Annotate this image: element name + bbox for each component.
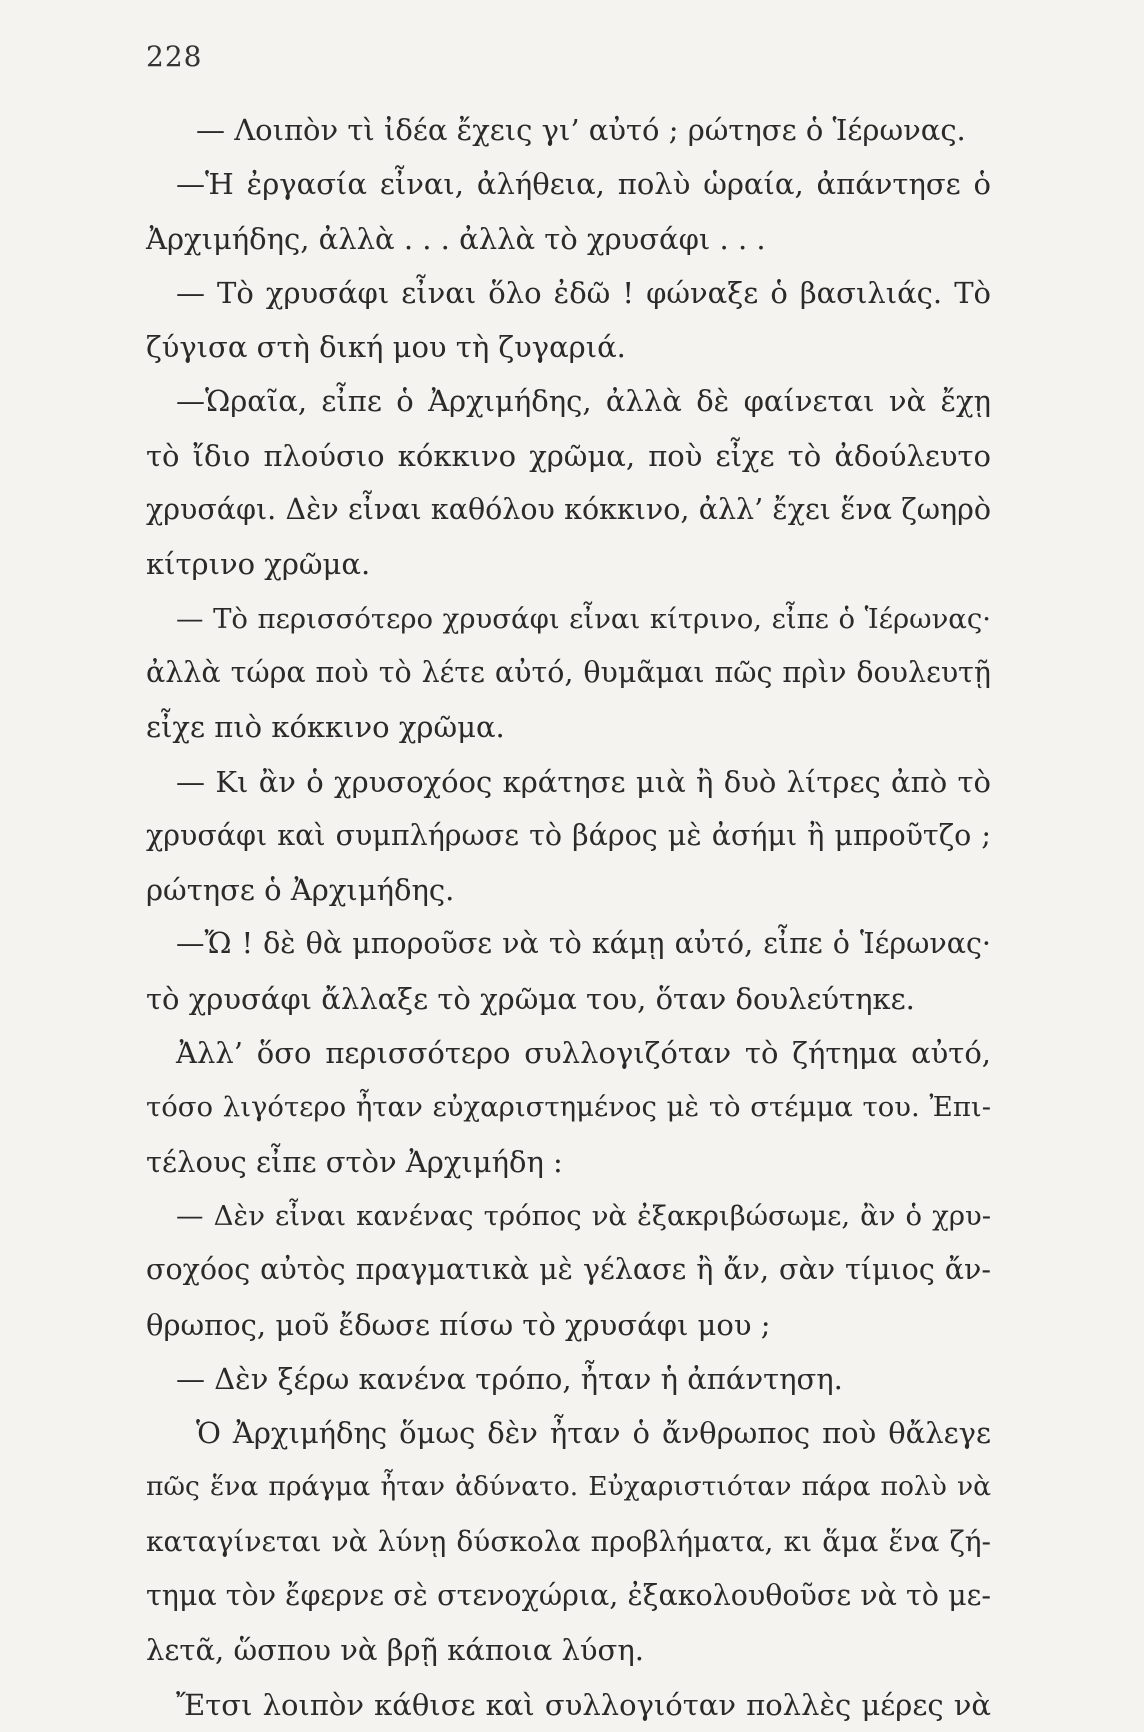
text-line: — Κι ἂν ὁ χρυσοχόος κράτησε μιὰ ἢ δυὸ λίτρες ἀπὸ τὸ <box>176 764 991 799</box>
text-line: Ὁ Ἀρχιμήδης ὅμως δὲν ἦταν ὁ ἄνθρωπος ποὺ θἄλεγε <box>196 1416 991 1451</box>
text-line: —Ὡραῖα, εἶπε ὁ Ἀρχιμήδης, ἀλλὰ δὲ φαίνεται νὰ ἔχῃ <box>176 384 991 419</box>
text-line: —Ἡ ἐργασία εἶναι, ἀλήθεια, πολὺ ὡραία, ἀπάντησε ὁ <box>176 167 991 202</box>
text-line: Ἔτσι λοιπὸν κάθισε καὶ συλλογιόταν πολλὲς μέρες νὰ <box>176 1687 991 1722</box>
text-line: Ἀρχιμήδης, ἀλλὰ . . . ἀλλὰ τὸ χρυσάφι . . . <box>146 221 766 256</box>
text-line: τέλους εἶπε στὸν Ἀρχιμήδη : <box>146 1144 563 1179</box>
text-line: χρυσάφι. Δὲν εἶναι καθόλου κόκκινο, ἀλλ’ ἔχει ἕνα ζωηρὸ <box>146 493 991 527</box>
text-line: θρωπος, μοῦ ἔδωσε πίσω τὸ χρυσάφι μου ; <box>146 1307 771 1342</box>
text-line: τὸ χρυσάφι ἄλλαξε τὸ χρῶμα του, ὅταν δουλεύτηκε. <box>146 981 915 1016</box>
text-line: τημα τὸν ἔφερνε σὲ στενοχώρια, ἐξακολουθοῦσε νὰ τὸ με- <box>146 1579 991 1613</box>
text-line: χρυσάφι καὶ συμπλήρωσε τὸ βάρος μὲ ἀσήμι ἢ μπροῦτζο ; <box>146 818 991 852</box>
text-line: ρώτησε ὁ Ἀρχιμήδης. <box>146 873 455 908</box>
text-line: — Δὲν εἶναι κανένας τρόπος νὰ ἐξακριβώσωμε, ἂν ὁ χρυ- <box>176 1199 991 1232</box>
text-line: — Λοιπὸν τὶ ἰδέα ἔχεις γι’ αὐτό ; ρώτησε ὁ Ἱέρωνας. <box>196 113 966 147</box>
page-number: 228 <box>146 40 203 73</box>
text-line: τὸ ἴδιο πλούσιο κόκκινο χρῶμα, ποὺ εἶχε τὸ ἀδούλευτο <box>146 438 991 473</box>
text-line: — Τὸ χρυσάφι εἶναι ὅλο ἐδῶ ! φώναξε ὁ βασιλιάς. Τὸ <box>176 275 991 310</box>
text-line: κίτρινο χρῶμα. <box>146 547 371 582</box>
text-line: καταγίνεται νὰ λύνῃ δύσκολα προβλήματα, κι ἅμα ἕνα ζή- <box>146 1524 991 1558</box>
text-line: —Ὤ ! δὲ θὰ μποροῦσε νὰ τὸ κάμῃ αὐτό, εἶπε ὁ Ἱέρωνας· <box>176 927 991 961</box>
text-line: τόσο λιγότερο ἦταν εὐχαριστημένος μὲ τὸ στέμμα του. Ἐπι- <box>146 1091 991 1124</box>
text-line: — Δὲν ξέρω κανένα τρόπο, ἦταν ἡ ἀπάντηση. <box>176 1361 843 1396</box>
text-line: ἀλλὰ τώρα ποὺ τὸ λέτε αὐτό, θυμᾶμαι πῶς πρὶν δουλευτῇ <box>146 655 991 689</box>
text-line: εἶχε πιὸ κόκκινο χρῶμα. <box>146 710 505 745</box>
text-line: λετᾶ, ὥσπου νὰ βρῇ κάποια λύση. <box>146 1633 644 1668</box>
page-text <box>146 103 991 1732</box>
text-line: πῶς ἕνα πράγμα ἦταν ἀδύνατο. Εὐχαριστιόταν πάρα πολὺ νὰ <box>146 1471 991 1503</box>
text-line: — Τὸ περισσότερο χρυσάφι εἶναι κίτρινο, εἶπε ὁ Ἱέρωνας· <box>176 602 991 635</box>
text-line: σοχόος αὐτὸς πραγματικὰ μὲ γέλασε ἢ ἄν, σὰν τίμιος ἄν- <box>146 1253 991 1287</box>
text-line: ζύγισα στὴ δική μου τὴ ζυγαριά. <box>146 330 626 365</box>
text-line: Ἀλλ’ ὅσο περισσότερο συλλογιζόταν τὸ ζήτημα αὐτό, <box>176 1036 991 1071</box>
